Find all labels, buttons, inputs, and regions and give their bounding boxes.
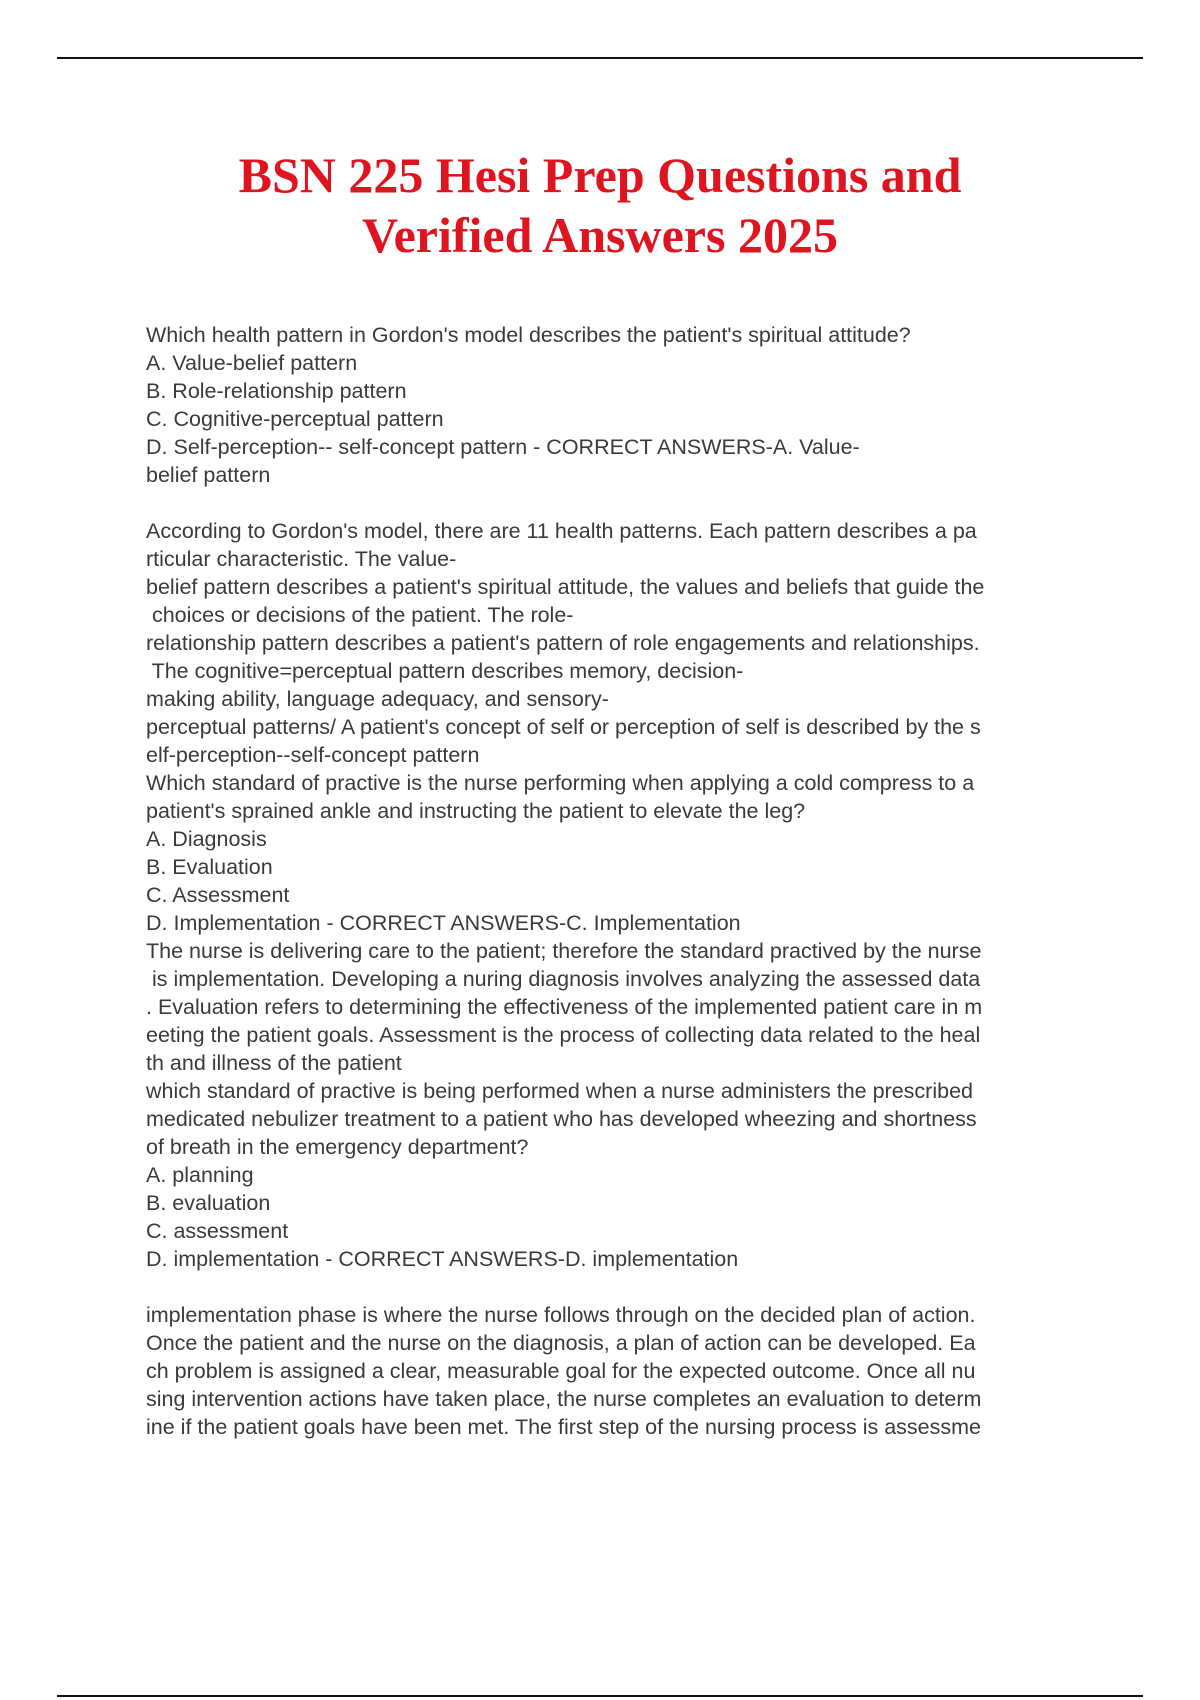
text-line: A. planning: [146, 1163, 254, 1187]
text-line: The nurse is delivering care to the patient; therefore the standard practived by the nurse: [146, 939, 982, 963]
text-line: D. Self-perception-- self-concept pattern - CORRECT ANSWERS-A. Value-: [146, 435, 860, 459]
text-line: patient's sprained ankle and instructing the patient to elevate the leg?: [146, 799, 806, 823]
paragraph-gap: [146, 489, 1156, 517]
text-block: [146, 1301, 1156, 1441]
text-line: B. Role-relationship pattern: [146, 379, 407, 403]
text-line: perceptual patterns/ A patient's concept of self or perception of self is described by the s: [146, 715, 981, 739]
text-line: of breath in the emergency department?: [146, 1135, 529, 1159]
text-line: A. Diagnosis: [146, 827, 267, 851]
text-line: making ability, language adequacy, and sensory-: [146, 687, 609, 711]
text-line: implementation phase is where the nurse follows through on the decided plan of action.: [146, 1303, 976, 1327]
text-line: Which health pattern in Gordon's model describes the patient's spiritual attitude?: [146, 323, 911, 347]
text-line: ch problem is assigned a clear, measurable goal for the expected outcome. Once all nu: [146, 1359, 976, 1383]
text-line: B. evaluation: [146, 1191, 271, 1215]
text-line: The cognitive=perceptual pattern describes memory, decision-: [146, 659, 744, 683]
text-block: [146, 321, 1156, 489]
bottom-rule: [57, 1695, 1143, 1697]
text-line: rticular characteristic. The value-: [146, 547, 457, 571]
text-line: eeting the patient goals. Assessment is the process of collecting data related to the heal: [146, 1023, 981, 1047]
text-line: medicated nebulizer treatment to a patient who has developed wheezing and shortness: [146, 1107, 977, 1131]
text-line: elf-perception--self-concept pattern: [146, 743, 480, 767]
text-line: D. implementation - CORRECT ANSWERS-D. implementation: [146, 1247, 739, 1271]
text-line: Which standard of practive is the nurse performing when applying a cold compress to a: [146, 771, 975, 795]
text-line: relationship pattern describes a patient's pattern of role engagements and relationships.: [146, 631, 980, 655]
text-line: C. Assessment: [146, 883, 290, 907]
title-line-2: Verified Answers 2025: [362, 207, 838, 263]
text-line: sing intervention actions have taken place, the nurse completes an evaluation to determ: [146, 1387, 982, 1411]
text-line: Once the patient and the nurse on the diagnosis, a plan of action can be developed. Ea: [146, 1331, 976, 1355]
title-line-1: BSN 225 Hesi Prep Questions and: [238, 147, 962, 203]
text-line: A. Value-belief pattern: [146, 351, 358, 375]
text-line: belief pattern: [146, 463, 271, 487]
text-line: C. assessment: [146, 1219, 289, 1243]
top-rule: [57, 57, 1143, 59]
text-line: D. Implementation - CORRECT ANSWERS-C. Implementation: [146, 911, 741, 935]
text-line: is implementation. Developing a nuring diagnosis involves analyzing the assessed data: [146, 967, 981, 991]
text-line: ine if the patient goals have been met. The first step of the nursing process is assessme: [146, 1415, 981, 1439]
text-block: [146, 517, 1156, 1273]
document-body: [146, 321, 1156, 1441]
text-line: choices or decisions of the patient. The role-: [146, 603, 574, 627]
document-title: [0, 145, 1200, 265]
text-line: th and illness of the patient: [146, 1051, 402, 1075]
text-line: which standard of practive is being performed when a nurse administers the prescribed: [146, 1079, 973, 1103]
text-line: . Evaluation refers to determining the effectiveness of the implemented patient care in m: [146, 995, 983, 1019]
text-line: belief pattern describes a patient's spiritual attitude, the values and beliefs that guide the: [146, 575, 985, 599]
text-line: B. Evaluation: [146, 855, 273, 879]
text-line: C. Cognitive-perceptual pattern: [146, 407, 444, 431]
text-line: According to Gordon's model, there are 11 health patterns. Each pattern describes a pa: [146, 519, 977, 543]
paragraph-gap: [146, 1273, 1156, 1301]
